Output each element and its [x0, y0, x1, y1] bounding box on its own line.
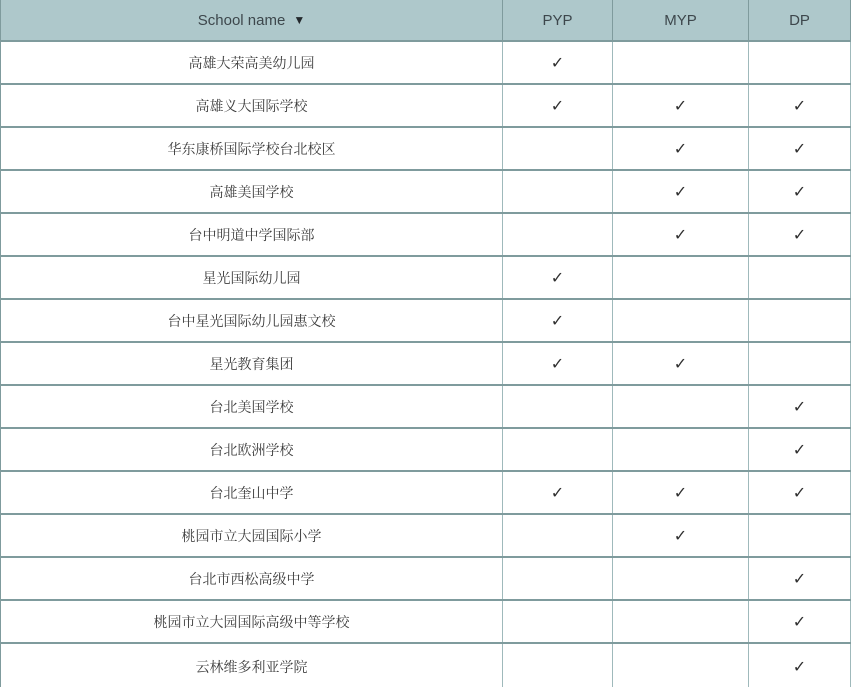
- dp-cell: [749, 558, 851, 599]
- myp-check: ✓: [673, 484, 688, 502]
- dp-check: ✓: [792, 441, 807, 459]
- school-name: 高雄义大国际学校: [195, 97, 308, 114]
- school-name-cell: [1, 257, 503, 298]
- myp-cell: [613, 386, 749, 427]
- pyp-check: ✓: [550, 484, 565, 502]
- pyp-cell: [503, 429, 613, 470]
- dp-cell: [749, 300, 851, 341]
- school-name-cell: [1, 644, 503, 687]
- pyp-cell: [503, 472, 613, 513]
- school-name-cell: [1, 429, 503, 470]
- school-name-header-label: School name: [197, 11, 286, 29]
- pyp-cell: [503, 214, 613, 255]
- sort-descending-icon[interactable]: ▼: [293, 13, 306, 27]
- pyp-cell: [503, 85, 613, 126]
- myp-cell: [613, 300, 749, 341]
- dp-check: ✓: [792, 570, 807, 588]
- school-name: 台北欧洲学校: [209, 441, 294, 458]
- column-header-myp[interactable]: MYP: [613, 0, 749, 40]
- table-row: [1, 644, 851, 687]
- myp-cell: [613, 515, 749, 556]
- pyp-cell: [503, 42, 613, 83]
- column-header-pyp[interactable]: PYP: [503, 0, 613, 40]
- table-row: [1, 515, 851, 558]
- dp-check: ✓: [792, 613, 807, 631]
- school-name: 台北美国学校: [209, 398, 294, 415]
- myp-cell: [613, 558, 749, 599]
- dp-cell: [749, 386, 851, 427]
- dp-check: ✓: [792, 183, 807, 201]
- school-name: 华东康桥国际学校台北校区: [167, 140, 336, 157]
- dp-cell: [749, 42, 851, 83]
- dp-cell: [749, 429, 851, 470]
- table-row: [1, 85, 851, 128]
- dp-cell: [749, 257, 851, 298]
- school-name-cell: [1, 214, 503, 255]
- dp-cell: [749, 343, 851, 384]
- school-name: 高雄大荣高美幼儿园: [188, 54, 315, 71]
- pyp-cell: [503, 601, 613, 642]
- myp-check: ✓: [673, 527, 688, 545]
- dp-cell: [749, 128, 851, 169]
- myp-check: ✓: [673, 97, 688, 115]
- myp-cell: [613, 601, 749, 642]
- dp-cell: [749, 85, 851, 126]
- table-row: [1, 257, 851, 300]
- myp-cell: [613, 42, 749, 83]
- table-row: [1, 300, 851, 343]
- pyp-check: ✓: [550, 355, 565, 373]
- myp-cell: [613, 214, 749, 255]
- table-row: [1, 386, 851, 429]
- dp-cell: [749, 515, 851, 556]
- table-row: [1, 601, 851, 644]
- pyp-cell: [503, 386, 613, 427]
- school-name: 高雄美国学校: [209, 183, 294, 200]
- pyp-cell: [503, 128, 613, 169]
- dp-check: ✓: [792, 484, 807, 502]
- table-row: [1, 429, 851, 472]
- dp-check: ✓: [792, 398, 807, 416]
- school-name: 台北奎山中学: [209, 484, 294, 501]
- school-name: 台中星光国际幼儿园惠文校: [167, 312, 336, 329]
- school-name-cell: [1, 386, 503, 427]
- table-row: [1, 472, 851, 515]
- myp-check: ✓: [673, 140, 688, 158]
- myp-cell: [613, 85, 749, 126]
- school-name: 星光教育集团: [209, 355, 294, 372]
- dp-check: ✓: [792, 140, 807, 158]
- table-row: [1, 42, 851, 85]
- dp-check: ✓: [792, 97, 807, 115]
- dp-check: ✓: [792, 658, 807, 676]
- pyp-cell: [503, 515, 613, 556]
- school-name-cell: [1, 128, 503, 169]
- table-row: [1, 343, 851, 386]
- dp-cell: [749, 601, 851, 642]
- pyp-cell: [503, 343, 613, 384]
- myp-check: ✓: [673, 183, 688, 201]
- dp-cell: [749, 472, 851, 513]
- myp-check: ✓: [673, 226, 688, 244]
- dp-cell: [749, 171, 851, 212]
- school-name: 桃园市立大园国际高级中等学校: [153, 613, 350, 630]
- myp-cell: [613, 171, 749, 212]
- myp-cell: [613, 343, 749, 384]
- pyp-check: ✓: [550, 54, 565, 72]
- school-name-cell: [1, 85, 503, 126]
- school-name-cell: [1, 171, 503, 212]
- school-name: 台北市西松高级中学: [188, 570, 315, 587]
- dp-cell: [749, 644, 851, 687]
- pyp-check: ✓: [550, 97, 565, 115]
- school-name: 台中明道中学国际部: [188, 226, 315, 243]
- myp-cell: [613, 429, 749, 470]
- pyp-cell: [503, 300, 613, 341]
- school-name-cell: [1, 601, 503, 642]
- myp-check: ✓: [673, 355, 688, 373]
- pyp-cell: [503, 257, 613, 298]
- school-name-cell: [1, 343, 503, 384]
- table-row: [1, 558, 851, 601]
- column-header-school-name[interactable]: [1, 0, 503, 40]
- school-name-cell: [1, 472, 503, 513]
- school-name-cell: [1, 515, 503, 556]
- pyp-cell: [503, 558, 613, 599]
- school-name-cell: [1, 558, 503, 599]
- school-name-cell: [1, 42, 503, 83]
- table-row: [1, 171, 851, 214]
- dp-check: ✓: [792, 226, 807, 244]
- school-name-cell: [1, 300, 503, 341]
- table-body: [1, 42, 851, 687]
- myp-cell: [613, 644, 749, 687]
- dp-cell: [749, 214, 851, 255]
- column-header-dp[interactable]: DP: [749, 0, 851, 40]
- pyp-cell: [503, 644, 613, 687]
- pyp-check: ✓: [550, 312, 565, 330]
- school-name: 星光国际幼儿园: [202, 269, 301, 286]
- pyp-cell: [503, 171, 613, 212]
- myp-cell: [613, 257, 749, 298]
- school-name: 桃园市立大园国际小学: [181, 527, 322, 544]
- school-name: 云林维多利亚学院: [195, 658, 308, 675]
- pyp-check: ✓: [550, 269, 565, 287]
- table-row: [1, 128, 851, 171]
- table-row: [1, 214, 851, 257]
- myp-cell: [613, 472, 749, 513]
- table-header-row: [1, 0, 851, 42]
- myp-cell: [613, 128, 749, 169]
